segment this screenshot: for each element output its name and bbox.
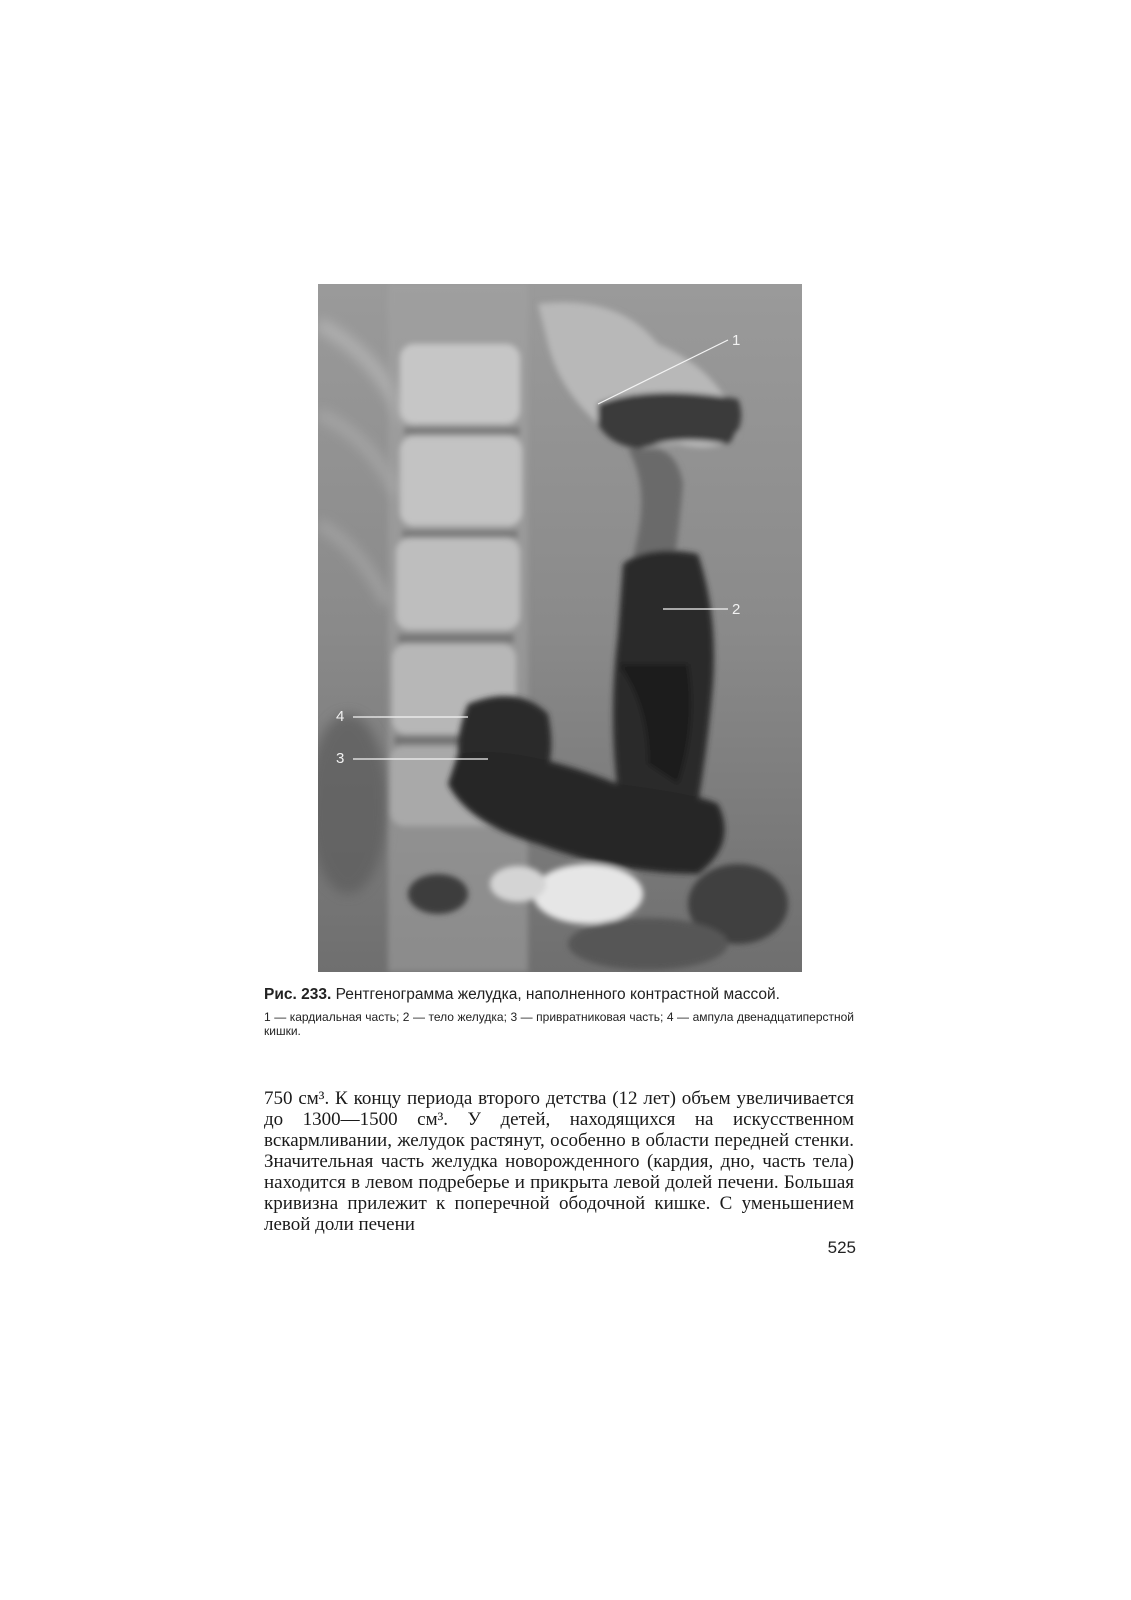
figure-title: Рентгенограмма желудка, наполненного контрастной массой. xyxy=(335,986,780,1003)
marker-4: 4 xyxy=(336,708,345,725)
x-ray-image xyxy=(318,284,802,972)
caption-title xyxy=(264,986,854,1004)
body-paragraph: 750 см³. К концу периода второго детства (12 лет) объем увеличивается до 1300—1500 см³. У детей, находящихся на искусственном вскармливании, желудок растянут, особенно в области передней стенки. Значительная часть желудка новорожденного (кардия, дно, часть тела) находится в левом подреберье и прикрыта левой долей печени. Большая кривизна прилежит к поперечной ободочной кишке. С уменьшением левой доли печени xyxy=(264,1088,854,1235)
marker-2: 2 xyxy=(732,601,741,618)
page-number: 525 xyxy=(827,1238,856,1257)
marker-1: 1 xyxy=(732,332,741,349)
figure-label: Рис. 233. xyxy=(264,986,332,1003)
caption-legend: 1 — кардиальная часть; 2 — тело желудка; 3 — привратниковая часть; 4 — ампула двенадцатиперстной кишки. xyxy=(264,1010,854,1038)
marker-3: 3 xyxy=(336,750,345,767)
figure-caption xyxy=(264,986,854,1038)
x-ray-figure xyxy=(318,284,802,972)
